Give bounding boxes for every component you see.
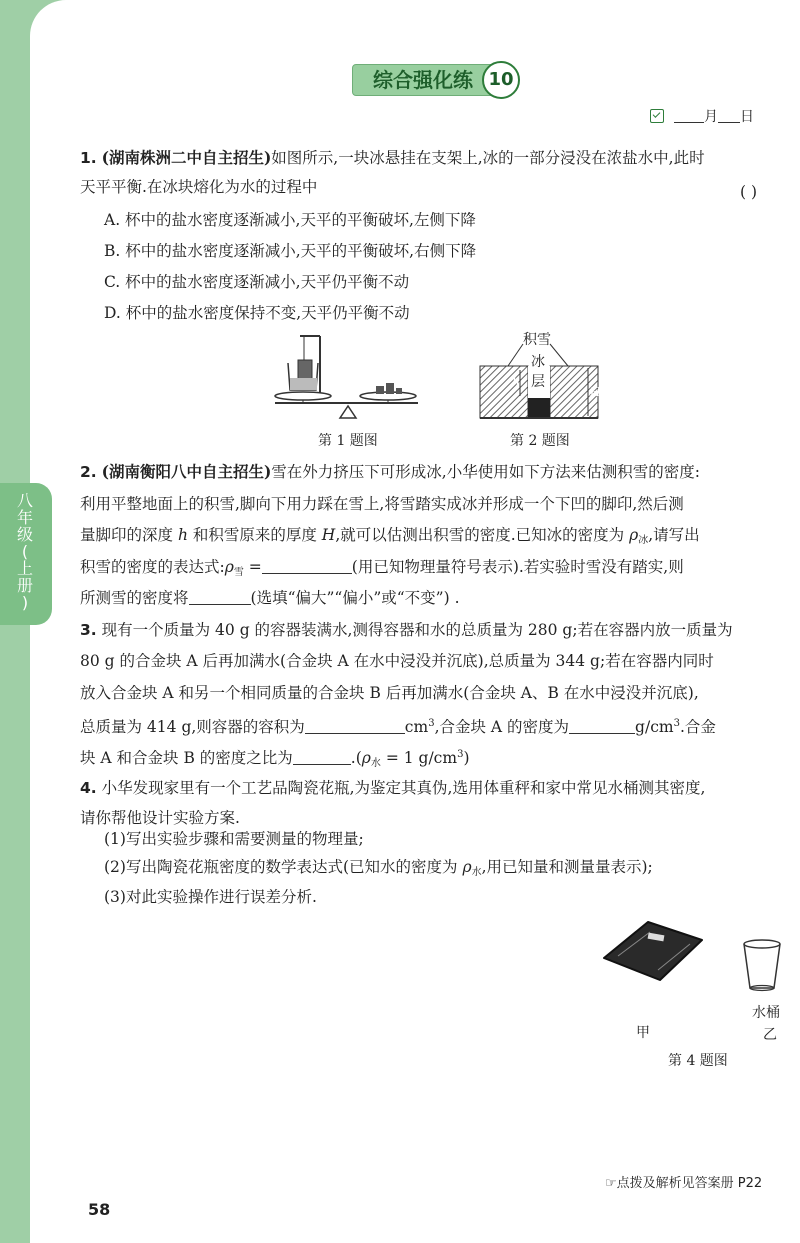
q3-text5d: )	[463, 749, 470, 767]
q3-line4	[80, 714, 716, 737]
q2-rho-snow: ρ	[224, 558, 234, 576]
answer-reference-note: ☞点拨及解析见答案册 P22	[605, 1176, 763, 1191]
page-number: 58	[88, 1200, 111, 1219]
q1-option-d[interactable]: D. 杯中的盐水密度保持不变,天平仍平衡不动	[104, 304, 410, 322]
section-number-badge: 10	[482, 61, 520, 99]
q3-sup-2: 3	[673, 718, 680, 729]
q2-text3b: 和积雪原来的厚度	[187, 526, 322, 544]
q4-text2b: ,用已知量和测量量表示);	[481, 858, 653, 876]
fig4-bucket-label: 水桶	[752, 1005, 780, 1021]
fig2-ice-label-1: 冰	[531, 354, 545, 370]
q2-number: 2.	[80, 463, 97, 481]
q3-sup-1: 3	[428, 718, 435, 729]
q2-var-h: h	[177, 526, 188, 544]
section-header	[322, 62, 522, 100]
q1-text1: 如图所示,一块冰悬挂在支架上,冰的一部分浸没在浓盐水中,此时	[271, 149, 705, 167]
fig2-h-label: h	[512, 375, 520, 389]
q2-text4c: (用已知物理量符号表示).若实验时雪没有踏实,则	[351, 558, 684, 576]
q4-text1: 小华发现家里有一个工艺品陶瓷花瓶,为鉴定其真伪,选用体重秤和家中常见水桶测其密度,	[101, 779, 706, 797]
figure-1-balance	[268, 328, 428, 423]
q4-part1: (1)写出实验步骤和需要测量的物理量;	[104, 830, 364, 848]
q4-line1	[80, 778, 705, 798]
q2-snow-sub: 雪	[233, 567, 244, 578]
q4-text2a: (2)写出陶瓷花瓶密度的数学表达式(已知水的密度为	[104, 858, 463, 876]
date-line	[650, 106, 754, 126]
day-blank[interactable]	[718, 122, 740, 123]
q3-text5b: .(	[350, 749, 362, 767]
q3-text4c: ,合金块 A 的密度为	[434, 718, 570, 736]
fig4-jia-label: 甲	[636, 1025, 650, 1041]
fig2-ice-label-2: 层	[531, 374, 545, 390]
q2-text3c: ,就可以估测出积雪的密度.已知冰的密度为	[335, 526, 630, 544]
month-blank[interactable]	[674, 122, 704, 123]
fig4-yi-label: 乙	[763, 1027, 777, 1043]
figure-4-bucket	[740, 938, 785, 994]
q4-line2: 请你帮他设计实验方案.	[80, 809, 240, 827]
figure-1-caption: 第 1 题图	[318, 433, 378, 449]
q2-text4b: =	[243, 558, 262, 576]
q2-text5b: (选填“偏大”“偏小”或“不变”) .	[250, 589, 460, 607]
section-title: 综合强化练	[352, 64, 494, 96]
q3-line2: 80 g 的合金块 A 后再加满水(合金块 A 在水中浸没并沉底),总质量为 344 g;若在容器内同时	[80, 652, 714, 670]
q2-text4a: 积雪的密度的表达式:	[80, 558, 225, 576]
q2-blank-expression[interactable]	[262, 573, 352, 574]
q2-source: (湖南衡阳八中自主招生)	[101, 462, 272, 481]
q3-unit-gcm: g/cm	[635, 718, 674, 736]
q1-number: 1.	[80, 149, 97, 167]
q2-line4	[80, 557, 684, 583]
q3-blank-volume[interactable]	[305, 733, 405, 734]
q3-text1: 现有一个质量为 40 g 的容器装满水,测得容器和水的总质量为 280 g;若在容器内放一质量为	[101, 621, 733, 639]
q2-blank-density[interactable]	[189, 604, 251, 605]
q3-sup-3: 3	[457, 749, 464, 760]
q3-blank-ratio[interactable]	[293, 764, 351, 765]
q3-rho: ρ	[361, 749, 371, 767]
q3-water-sub: 水	[370, 758, 381, 769]
month-label: 月	[704, 109, 718, 125]
q1-option-c[interactable]: C. 杯中的盐水密度逐渐减小,天平仍平衡不动	[104, 273, 410, 291]
q2-text3d: ,请写出	[648, 526, 700, 544]
q3-number: 3.	[80, 621, 97, 639]
q2-line5	[80, 588, 460, 608]
q4-rho: ρ	[462, 858, 472, 876]
calendar-check-icon	[650, 109, 664, 123]
q3-text4e: .合金	[679, 718, 716, 736]
q3-line3: 放入合金块 A 和另一个相同质量的合金块 B 后再加满水(合金块 A、B 在水中浸没并沉底),	[80, 684, 699, 702]
q2-var-H: H	[321, 526, 336, 544]
figure-2-snow	[478, 330, 603, 425]
q2-text5a: 所测雪的密度将	[80, 589, 189, 607]
q1-option-a[interactable]: A. 杯中的盐水密度逐渐减小,天平的平衡破坏,左侧下降	[104, 211, 476, 229]
q1-option-b[interactable]: B. 杯中的盐水密度逐渐减小,天平的平衡破坏,右侧下降	[104, 242, 477, 260]
q3-text5a: 块 A 和合金块 B 的密度之比为	[80, 749, 293, 767]
q3-line5	[80, 745, 470, 774]
q4-water-sub: 水	[471, 867, 482, 878]
fig2-H-label: H	[590, 385, 601, 399]
q1-line1	[80, 148, 705, 168]
figure-2-caption: 第 2 题图	[510, 433, 570, 449]
q3-text4a: 总质量为 414 g,则容器的容积为	[80, 718, 305, 736]
q3-blank-density-a[interactable]	[569, 733, 635, 734]
q2-line1	[80, 462, 700, 482]
figure-4-scale	[598, 918, 708, 988]
q3-unit-cm: cm	[404, 718, 429, 736]
q1-answer-bracket[interactable]: ( )	[740, 183, 758, 201]
q3-text5c: = 1 g/cm	[380, 749, 458, 767]
q3-line1	[80, 620, 733, 640]
q2-line3	[80, 525, 700, 551]
q1-source: (湖南株洲二中自主招生)	[101, 148, 272, 167]
grade-side-label: 八 年 级 ( 上 册 )	[16, 491, 33, 612]
q4-part2	[104, 857, 653, 883]
q2-line2: 利用平整地面上的积雪,脚向下用力踩在雪上,将雪踏实成冰并形成一个下凹的脚印,然后测	[80, 495, 684, 513]
q2-ice-sub: 冰	[638, 535, 649, 546]
q4-number: 4.	[80, 779, 97, 797]
q1-line2: 天平平衡.在冰块熔化为水的过程中	[80, 178, 318, 196]
day-label: 日	[740, 109, 754, 125]
fig2-snow-label: 积雪	[523, 332, 551, 348]
q2-rho: ρ	[629, 526, 639, 544]
q2-text3a: 量脚印的深度	[80, 526, 178, 544]
q2-text1: 雪在外力挤压下可形成冰,小华使用如下方法来估测积雪的密度:	[271, 463, 700, 481]
figure-4-caption: 第 4 题图	[668, 1053, 728, 1069]
q4-part3: (3)对此实验操作进行误差分析.	[104, 888, 317, 906]
